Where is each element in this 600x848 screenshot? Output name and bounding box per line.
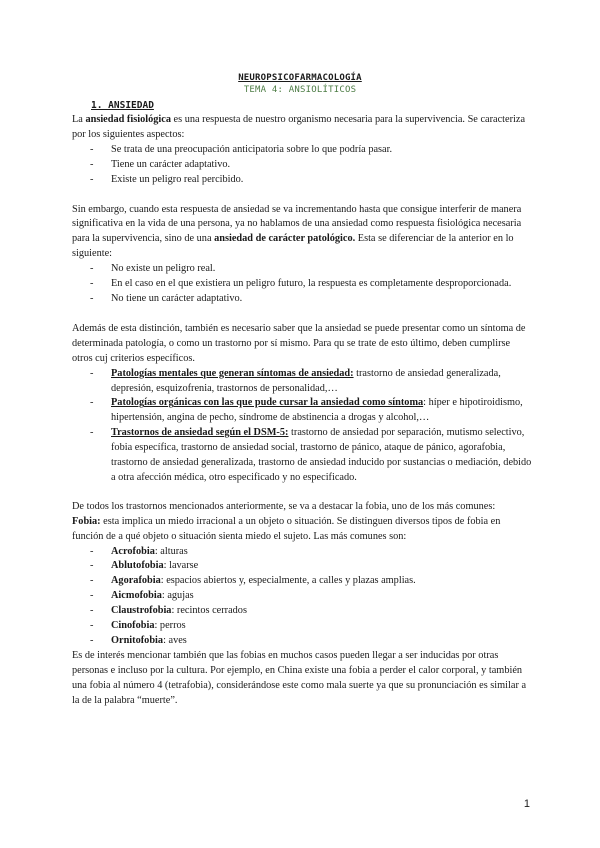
phobia-desc: : aves: [163, 635, 187, 646]
phobia-name: Ornitofobia: [111, 635, 164, 646]
list-item: [72, 574, 532, 589]
list-item: [72, 396, 532, 426]
phobia-desc: : recintos cerrados: [171, 605, 247, 617]
intro-paragraph: [72, 113, 532, 143]
culture-paragraph: Es de interés mencionar también que las fobias en muchos casos pueden llegar a ser inducidas por otras personas e incluso por la cultura. Por ejemplo, en China existe una fobia a perder el calor corporal, y también una fobia al número 4 (tetrafobia), considerándose este como mala suerte ya que su pronunciación es similar a la de la palabra “muerte”.: [72, 649, 527, 706]
phobia-desc: : alturas: [154, 545, 188, 557]
phobia-name: Agorafobia: [111, 575, 161, 587]
phobias-list: [72, 545, 532, 649]
distinction-paragraph: Además de esta distinción, también es necesario saber que la ansiedad se puede presentar como un síntoma de determinada patología, o como un trastorno por sí mismo. Para qu se trate de esto último, deben cumplirse otros cuj criterios específicos.: [72, 322, 526, 364]
phobia-name: Cinofobia: [111, 620, 155, 632]
list-item: [72, 426, 532, 486]
category-text: trastorno de ansiedad generalizada, depresión, esquizofrenia, trastornos de personalidad,…: [111, 367, 501, 394]
list-item: [72, 604, 532, 619]
category-label: Patologías mentales que generan síntomas de ansiedad:: [111, 367, 354, 379]
phobia-desc: : espacios abiertos y, especialmente, a calles y plazas amplias.: [160, 575, 416, 587]
pathological-paragraph: [72, 203, 532, 263]
list-item: - Existe un peligro real percibido.: [72, 173, 532, 188]
section-heading: 1. ANSIEDAD: [91, 100, 154, 111]
intro-text-end: es una respuesta de nuestro organismo necesaria para la supervivencia. Se caracteriza por los siguientes aspectos:: [72, 114, 526, 140]
phobia-intro-paragraph: De todos los trastornos mencionados anteriormente, se va a destacar la fobia, uno de los más comunes:: [72, 500, 496, 512]
list-item: [72, 619, 532, 634]
category-label: Trastornos de ansiedad según el DSM-5:: [111, 427, 289, 439]
category-text: trastorno de ansiedad por separación, mutismo selectivo, fobia específica, trastorno de ansiedad social, trastorno de pánico, ataque de pánico, agorafobia, trastorno de ansiedad generalizada, trastorno de ansiedad inducido por sustancias o mediación, debido a otra afección médica, otro especificado y no especificado.: [111, 427, 532, 483]
page-number: 1: [523, 798, 530, 810]
list-item: - No tiene un carácter adaptativo.: [72, 292, 532, 307]
phobia-desc: : perros: [154, 620, 186, 632]
phobia-desc: : lavarse: [163, 560, 199, 572]
phobia-name: Acrofobia: [111, 545, 155, 557]
list-item: [72, 559, 532, 574]
category-text: : híper e hipotiroidismo, hipertensión, angina de pecho, síndrome de abstinencia a drogas y alcohol,…: [111, 397, 523, 424]
differences-list: [72, 262, 532, 307]
para2-bold-term: ansiedad de carácter patológico.: [214, 233, 356, 245]
para2-text-end: Esta se diferenciar de la anterior en lo siguiente:: [72, 233, 514, 260]
list-item: - Se trata de una preocupación anticipatoria sobre lo que podría pasar.: [72, 143, 532, 158]
topic-title: TEMA 4: ANSIOLÍTICOS: [243, 85, 357, 95]
phobia-name: Ablutofobia: [111, 560, 164, 572]
course-title: NEUROPSICOFARMACOLOGÍA: [238, 73, 362, 83]
list-item: [72, 367, 532, 397]
list-item: - En el caso en el que existiera un peligro futuro, la respuesta es completamente desproporcionada.: [72, 277, 532, 292]
phobia-name: Aicmofobia: [111, 590, 162, 602]
document-body: [72, 113, 532, 709]
categories-list: [72, 367, 532, 486]
list-item: [72, 589, 532, 604]
list-item: - No existe un peligro real.: [72, 262, 532, 277]
phobia-name: Claustrofobia: [111, 605, 172, 617]
phobia-definition: [72, 515, 532, 545]
phobia-text: esta implica un miedo irracional a un objeto o situación. Se distinguen diversos tipos de fobia en función de a qué objeto o situación sienta miedo el sujeto. Las más comunes son:: [72, 515, 501, 542]
phobia-desc: : agujas: [161, 590, 194, 602]
list-item: [72, 545, 532, 560]
para2-text-start: Sin embargo, cuando esta respuesta de ansiedad se va incrementando hasta que consigue interferir de manera significativa en la vida de una persona, ya no hablamos de una ansiedad como respuesta fisiológica necesaria para la supervivencia, sino de una: [72, 203, 522, 245]
category-label: Patologías orgánicas con las que pude cursar la ansiedad como síntoma: [111, 397, 424, 409]
list-item: - Tiene un carácter adaptativo.: [72, 158, 532, 173]
list-item: [72, 634, 532, 649]
document-header: [0, 72, 600, 96]
phobia-label: Fobia:: [72, 515, 101, 527]
intro-bold-term: ansiedad fisiológica: [85, 114, 171, 125]
intro-text-start: La: [72, 114, 86, 125]
aspects-list: [72, 143, 532, 188]
